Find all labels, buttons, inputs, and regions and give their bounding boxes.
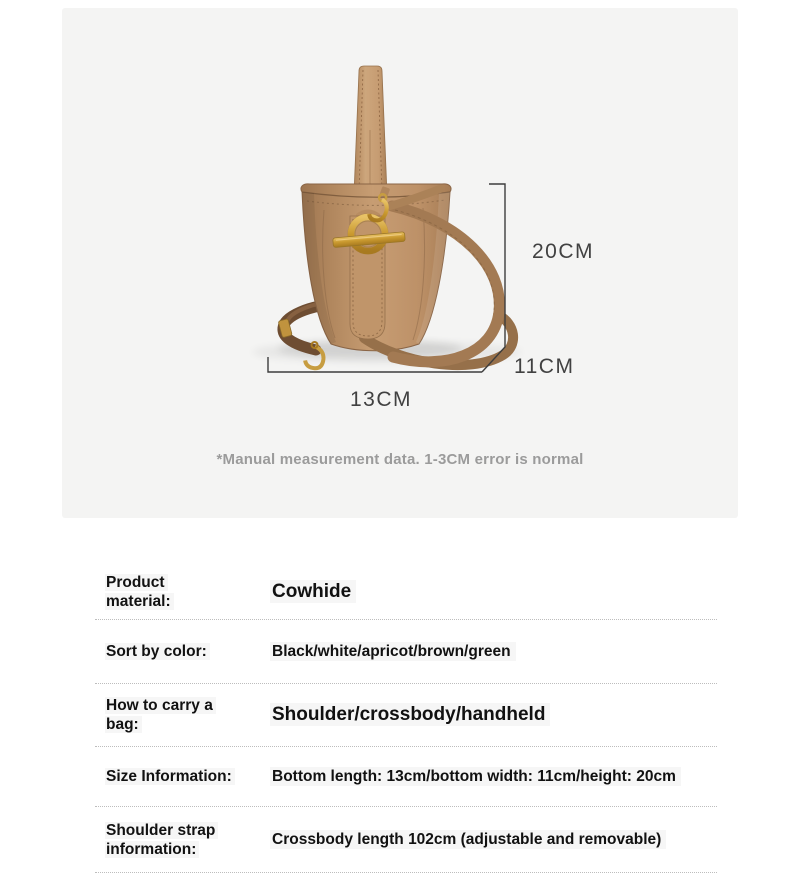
spec-row — [95, 565, 717, 620]
spec-value: Shoulder/crossbody/handheld — [270, 704, 717, 726]
measurement-height-label: 20CM — [532, 240, 595, 263]
spec-label: Product material: — [95, 573, 270, 611]
spec-label: Shoulder strap information: — [95, 821, 270, 859]
spec-row — [95, 747, 717, 807]
bag-illustration — [62, 8, 738, 518]
spec-value: Bottom length: 13cm/bottom width: 11cm/height: 20cm — [270, 767, 717, 787]
spec-value: Crossbody length 102cm (adjustable and removable) — [270, 830, 717, 850]
spec-value: Black/white/apricot/brown/green — [270, 642, 717, 662]
spec-label: Sort by color: — [95, 642, 270, 661]
measurement-length-label: 13CM — [350, 388, 413, 411]
spec-value: Cowhide — [270, 581, 717, 603]
measurement-depth-label: 11CM — [514, 355, 575, 378]
product-specs-table — [95, 565, 717, 873]
spec-row — [95, 620, 717, 684]
spec-row — [95, 807, 717, 873]
measurement-disclaimer: *Manual measurement data. 1-3CM error is normal — [216, 451, 584, 468]
spec-row — [95, 684, 717, 747]
spec-label: How to carry a bag: — [95, 696, 270, 734]
spec-label: Size Information: — [95, 767, 270, 786]
product-image-panel — [62, 8, 738, 518]
